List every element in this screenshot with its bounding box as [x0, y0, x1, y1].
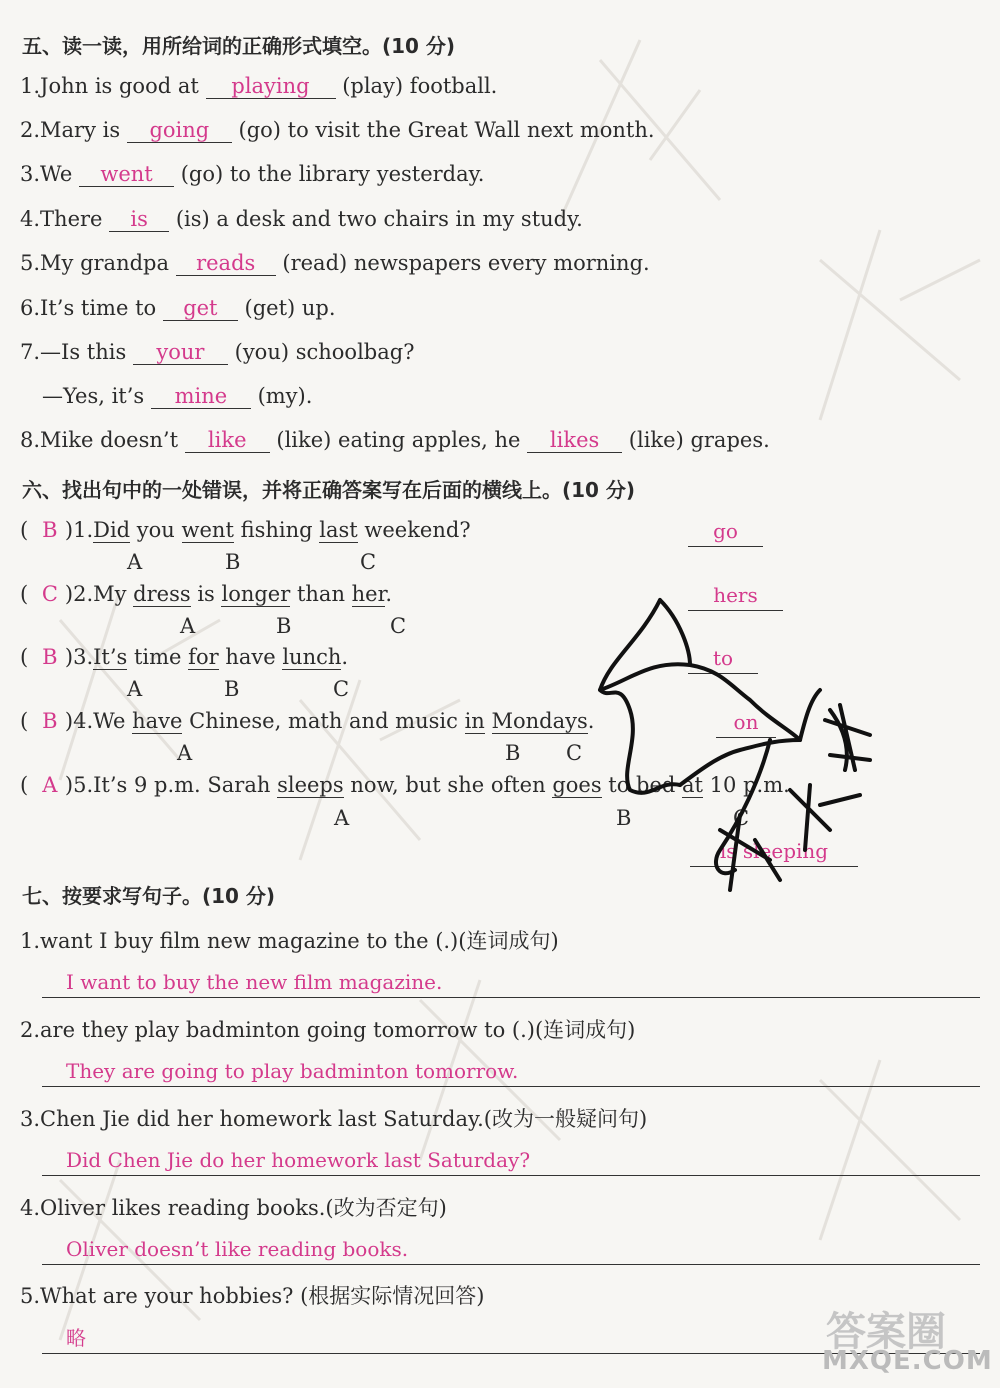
item-text: —Yes, it’s [42, 384, 145, 408]
option-a: Did [93, 518, 131, 542]
answer-blank: reads [176, 252, 276, 276]
item-text: 3.We [20, 162, 73, 186]
item-text: 8.Mike doesn’t [20, 428, 179, 452]
correction-blank: is sleeping [690, 836, 858, 867]
item-text: 2.Mary is [20, 118, 121, 142]
answer-line-2: They are going to play badminton tomorrow. [42, 1055, 980, 1087]
answer-blank: like [185, 429, 270, 453]
fill-item-8 [20, 428, 770, 453]
correction-blank: on [716, 707, 776, 738]
answer-blank: mine [151, 385, 251, 409]
item-text: (go) to the library yesterday. [180, 162, 485, 186]
item-text: It’s 9 p.m. Sarah [93, 773, 278, 797]
choice-answer: C [41, 582, 58, 606]
item-text: (read) newspapers every morning. [282, 251, 650, 275]
error-item-3 [20, 645, 348, 669]
paren-open: ( [20, 773, 29, 797]
paren-open: ( [20, 645, 29, 669]
item-text [485, 709, 492, 733]
item-text: . [385, 582, 393, 606]
item-text: We [93, 709, 133, 733]
item-text: time [127, 645, 189, 669]
label-c: C [390, 614, 407, 638]
option-c: last [319, 518, 358, 542]
watermark-logo-site: MXQE.COM [822, 1346, 993, 1376]
question-1: 1.want I buy film new magazine to the (.)(连词成句) [20, 929, 559, 953]
answer-line-5: 略 [42, 1322, 980, 1354]
item-number: )4. [64, 709, 94, 733]
choice-answer: B [42, 645, 58, 669]
handwritten-scribble [570, 590, 890, 910]
question-3: 3.Chen Jie did her homework last Saturday.(改为一般疑问句) [20, 1107, 648, 1131]
fill-item-6 [20, 296, 336, 321]
fill-item-1 [20, 74, 497, 99]
item-text: have [218, 645, 283, 669]
item-text: fishing [233, 518, 320, 542]
correction-blank: go [688, 516, 763, 547]
item-text: is [190, 582, 222, 606]
label-a: A [127, 550, 143, 574]
item-text: . [587, 709, 595, 733]
question-4: 4.Oliver likes reading books.(改为否定句) [20, 1196, 447, 1220]
option-a: It’s [93, 645, 128, 669]
item-text: you [130, 518, 182, 542]
item-text: My [93, 582, 134, 606]
label-a: A [127, 677, 143, 701]
item-text: 7.—Is this [20, 340, 127, 364]
answer-blank: went [79, 163, 174, 187]
question-2: 2.are they play badminton going tomorrow to (.)(连词成句) [20, 1018, 636, 1042]
item-number: )1. [64, 518, 94, 542]
option-c: Mondays [491, 709, 588, 733]
item-text: 1.John is good at [20, 74, 199, 98]
label-c: C [360, 550, 377, 574]
item-text: (get) up. [244, 296, 336, 320]
label-b: B [616, 806, 632, 830]
item-number: )3. [64, 645, 94, 669]
label-c: C [733, 806, 750, 830]
paren-open: ( [20, 582, 29, 606]
item-text: to bed [601, 773, 683, 797]
choice-answer: B [42, 709, 58, 733]
answer-line-1: I want to buy the new film magazine. [42, 966, 980, 998]
item-text: 5.My grandpa [20, 251, 170, 275]
item-text: 10 p.m. [703, 773, 790, 797]
item-text: Chinese, math and music [182, 709, 465, 733]
label-c: C [333, 677, 350, 701]
option-c: lunch [282, 645, 342, 669]
item-number: )5. [64, 773, 94, 797]
label-c: C [566, 741, 583, 765]
option-b: in [464, 709, 485, 733]
label-b: B [225, 550, 241, 574]
paren-open: ( [20, 709, 29, 733]
item-text: than [290, 582, 352, 606]
fill-item-5 [20, 251, 650, 276]
item-text: (you) schoolbag? [234, 340, 415, 364]
answer-blank: get [163, 297, 238, 321]
item-number: )2. [64, 582, 94, 606]
option-c: her [351, 582, 386, 606]
item-text: (my). [257, 384, 313, 408]
error-item-1 [20, 518, 471, 542]
answer-blank: your [133, 341, 228, 365]
watermark-logo-cn: 答案圈 [826, 1309, 946, 1355]
correction-blank: hers [688, 580, 783, 611]
label-b: B [505, 741, 521, 765]
item-text: (is) a desk and two chairs in my study. [175, 207, 583, 231]
item-text: (like) grapes. [628, 428, 770, 452]
item-text: . [341, 645, 349, 669]
answer-line-3: Did Chen Jie do her homework last Saturday? [42, 1144, 980, 1176]
item-text: 6.It’s time to [20, 296, 157, 320]
option-b: longer [221, 582, 291, 606]
option-a: sleeps [277, 773, 344, 797]
answer-blank: likes [527, 429, 622, 453]
option-b: for [188, 645, 219, 669]
fill-item-4 [20, 207, 583, 232]
option-b: went [181, 518, 234, 542]
error-item-2 [20, 582, 392, 606]
section6-heading: 六、找出句中的一处错误，并将正确答案写在后面的横线上。(10 分) [22, 478, 636, 502]
answer-blank: is [109, 208, 169, 232]
option-a: have [132, 709, 183, 733]
question-5: 5.What are your hobbies? (根据实际情况回答) [20, 1284, 485, 1308]
item-text: 4.There [20, 207, 103, 231]
item-text: (play) football. [342, 74, 498, 98]
fill-item-3 [20, 162, 484, 187]
paren-open: ( [20, 518, 29, 542]
fill-item-7b [42, 384, 312, 409]
label-a: A [334, 806, 350, 830]
answer-blank: going [127, 119, 232, 143]
answer-blank: playing [206, 75, 336, 99]
section5-heading: 五、读一读，用所给词的正确形式填空。(10 分) [22, 34, 456, 58]
option-c: at [682, 773, 703, 797]
item-text: weekend? [357, 518, 471, 542]
item-text: (go) to visit the Great Wall next month. [238, 118, 655, 142]
label-a: A [177, 741, 193, 765]
label-a: A [180, 614, 196, 638]
option-a: dress [133, 582, 191, 606]
fill-item-2 [20, 118, 655, 143]
correction-blank: to [688, 643, 758, 674]
error-item-4 [20, 709, 594, 733]
label-b: B [276, 614, 292, 638]
fill-item-7 [20, 340, 414, 365]
label-b: B [224, 677, 240, 701]
section7-heading: 七、按要求写句子。(10 分) [22, 884, 276, 908]
choice-answer: B [42, 518, 58, 542]
item-text: now, but she often [343, 773, 553, 797]
option-b: goes [552, 773, 602, 797]
item-text: (like) eating apples, he [276, 428, 521, 452]
answer-line-4: Oliver doesn’t like reading books. [42, 1233, 980, 1265]
choice-answer: A [42, 773, 58, 797]
